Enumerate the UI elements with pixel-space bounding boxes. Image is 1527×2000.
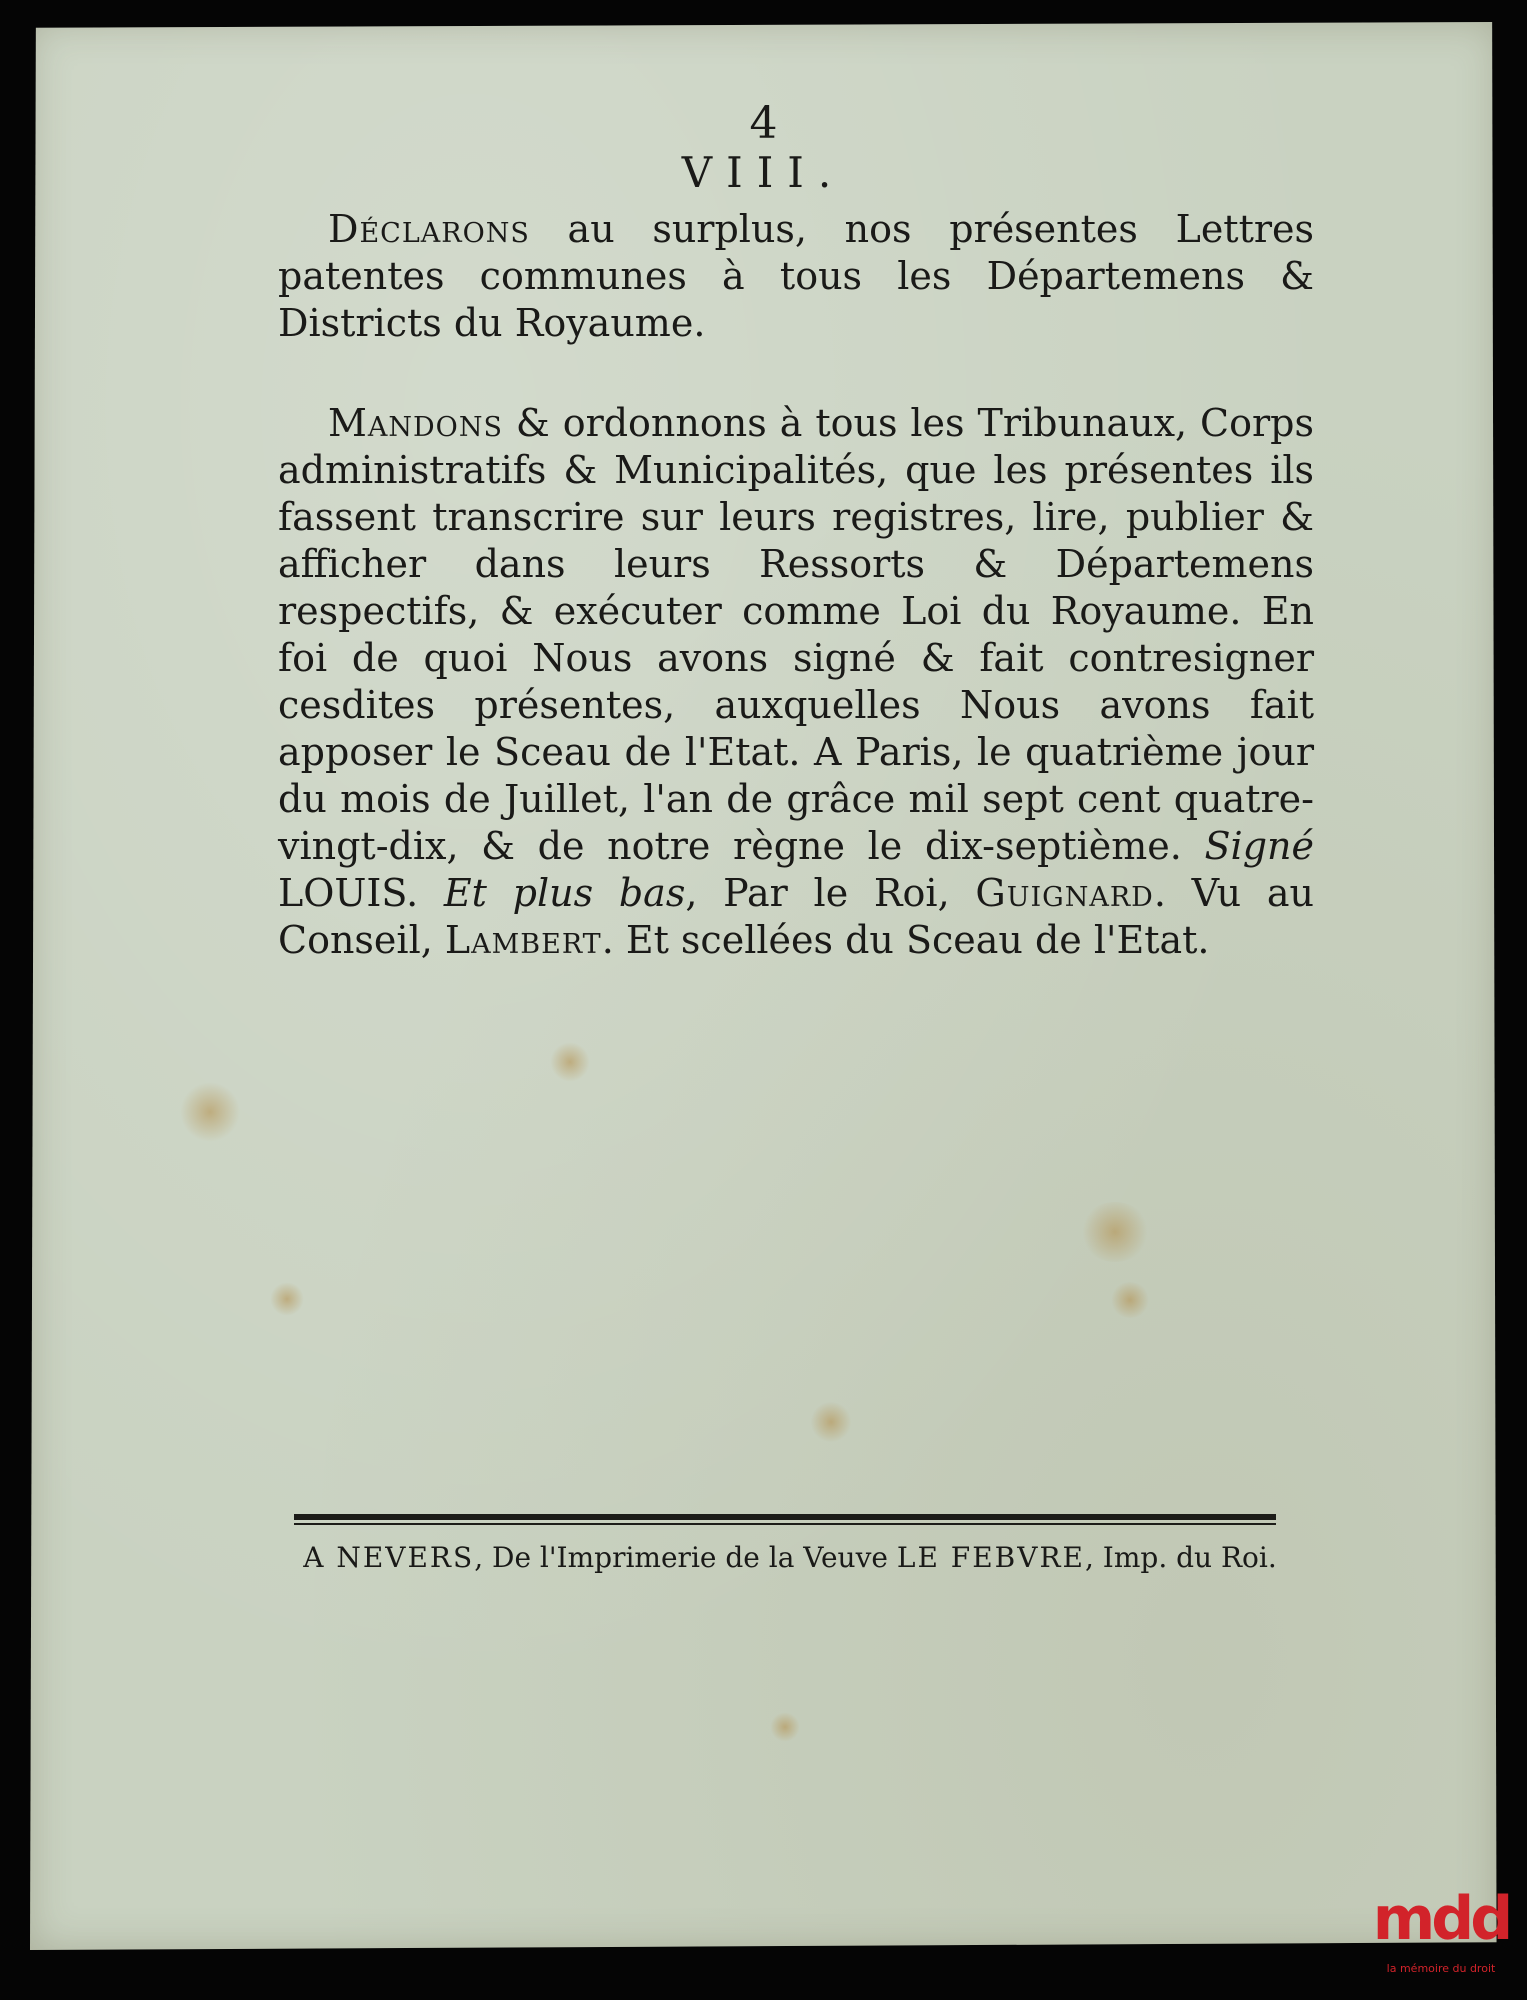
- signature-louis: LOUIS.: [278, 871, 444, 915]
- paragraph-text: & ordonnons à tous les Tribunaux, Corps administratifs & Municipalités, que les présentes ils fassent transcrire sur leurs registres, lire, publier & afficher dans leurs Ressorts & Départemens respectifs, & exécuter comme Loi du Royaume. En foi de quoi Nous avons signé & fait contresigner cesdites présentes, auxquelles Nous avons fait apposer le Sceau de l'Etat. A Paris, le quatrième jour du mois de Juillet, l'an de grâce mil sept cent quatre-vingt-dix, & de notre règne le dix-septième.: [278, 401, 1314, 868]
- mdd-logo: [1362, 1884, 1520, 1996]
- paragraph-mandons: [278, 400, 1314, 976]
- imprint-end: , Imp. du Roi.: [1084, 1541, 1277, 1574]
- imprint-printer: LE FEBVRE: [896, 1541, 1085, 1574]
- lead-word: Mandons: [328, 401, 503, 445]
- paragraph-text: au surplus, nos présentes Lettres patentes communes à tous les Départemens & Districts du Royaume.: [278, 207, 1314, 345]
- lead-word: Déclarons: [328, 207, 530, 251]
- foxing-stain: [770, 1712, 800, 1742]
- imprint-line: [290, 1540, 1290, 1576]
- paragraph-text: . Vu au Conseil,: [278, 871, 1314, 962]
- signe-word: Signé: [1204, 824, 1314, 868]
- foxing-stain: [1110, 1282, 1150, 1318]
- foxing-stain: [180, 1082, 240, 1142]
- page-number: 4: [749, 98, 778, 149]
- signature-lambert: Lambert: [444, 918, 602, 962]
- foxing-stain: [810, 1402, 852, 1442]
- paragraph-text: , Par le Roi,: [685, 871, 976, 915]
- logo-mark: mdd: [1372, 1884, 1510, 1954]
- logo-tagline: la mémoire du droit: [1386, 1962, 1496, 1975]
- imprint-middle: , De l'Imprimerie de la Veuve: [474, 1541, 897, 1574]
- signature-guignard: Guignard: [975, 871, 1154, 915]
- paragraph-declarons: [278, 206, 1314, 366]
- paragraph-text: . Et scellées du Sceau de l'Etat.: [601, 918, 1210, 962]
- foxing-stain: [270, 1282, 304, 1316]
- footer-rule-thin: [294, 1523, 1276, 1525]
- imprint-place: A NEVERS: [303, 1541, 475, 1574]
- foxing-stain: [1080, 1202, 1150, 1262]
- footer-rule: [294, 1514, 1276, 1520]
- foxing-stain: [550, 1042, 590, 1082]
- article-number: VIII.: [681, 148, 846, 197]
- et-plus-bas: Et plus bas: [443, 871, 686, 915]
